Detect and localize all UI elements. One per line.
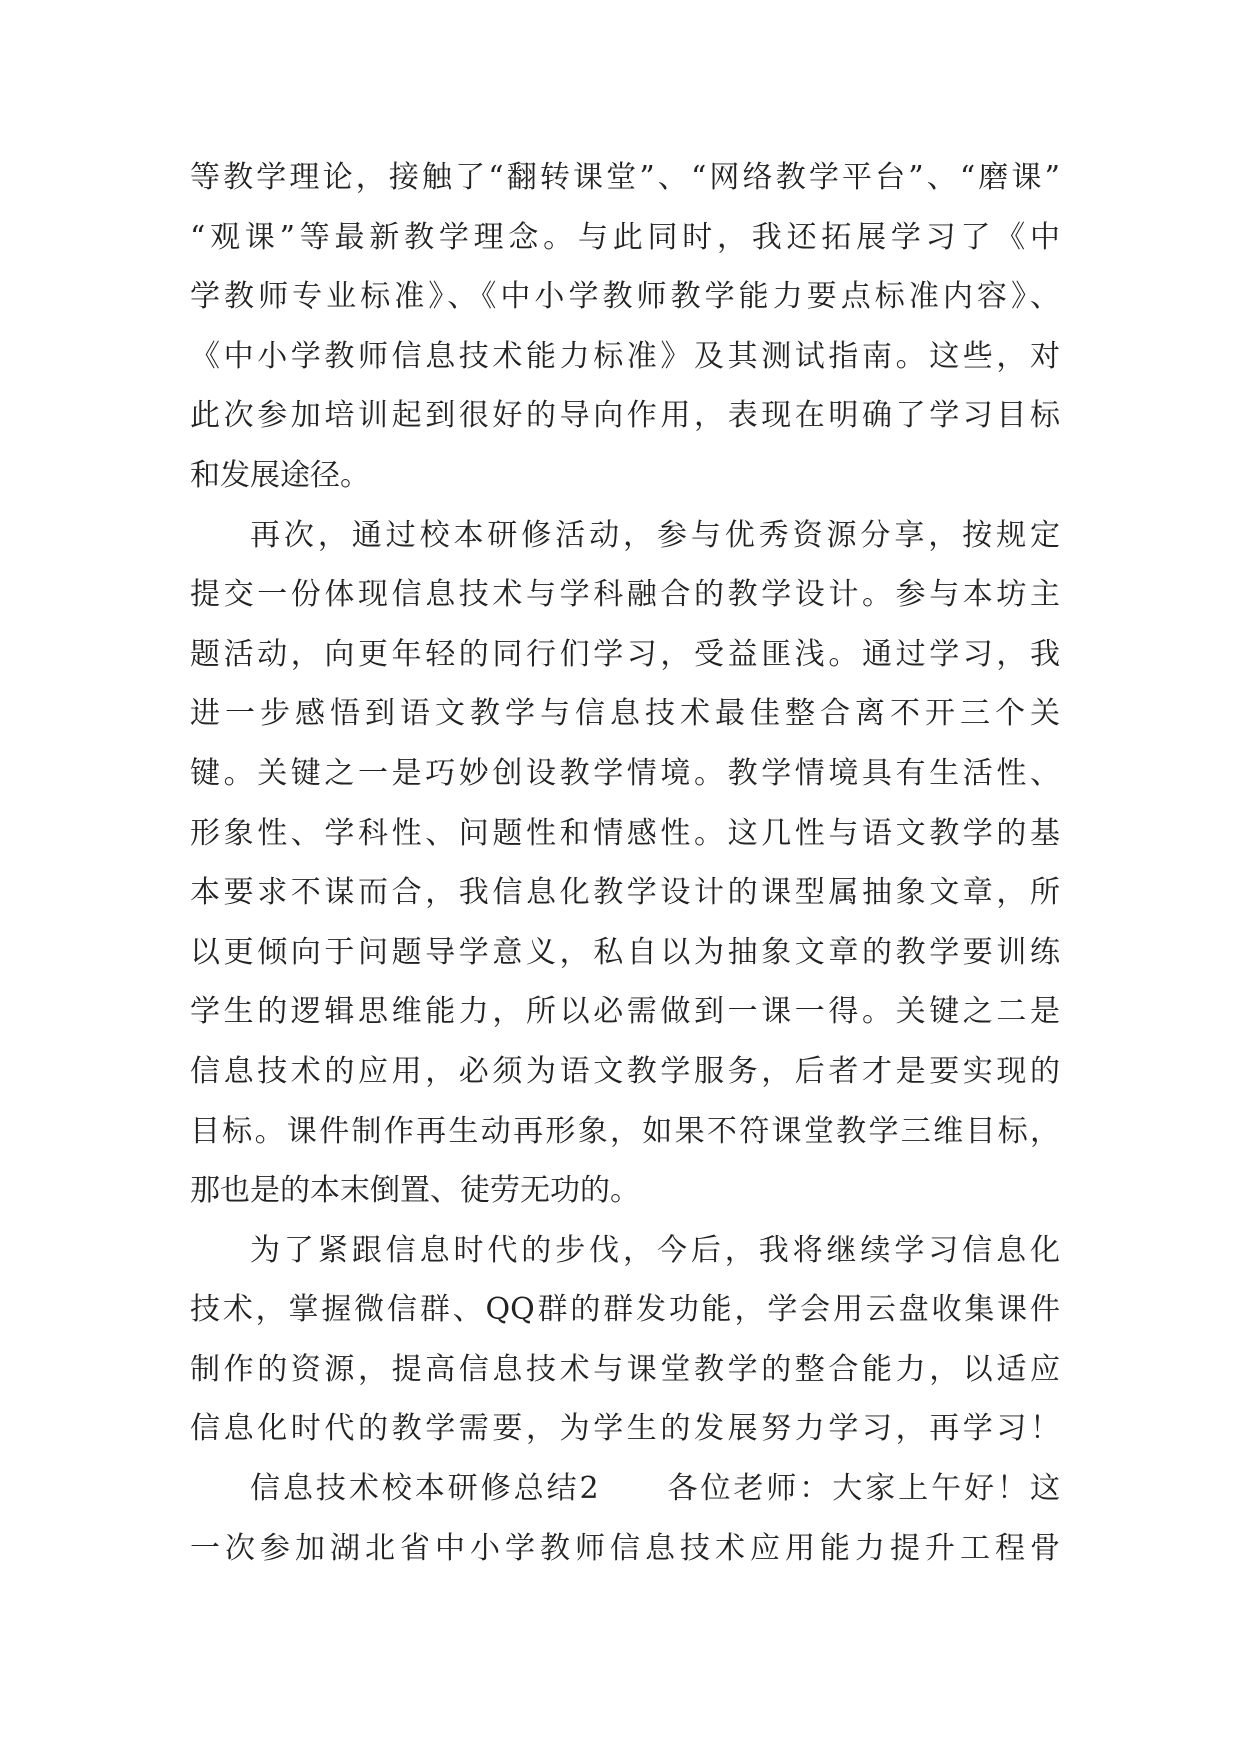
text-line: 再次，通过校本研修活动，参与优秀资源分享，按规定	[250, 517, 1060, 553]
text-line: 此次参加培训起到很好的导向作用，表现在明确了学习目标	[190, 398, 1060, 434]
text-line: 技术，掌握微信群、QQ群的群发功能，学会用云盘收集课件	[190, 1292, 1060, 1328]
text-line: 进一步感悟到语文教学与信息技术最佳整合离不开三个关	[190, 696, 1060, 732]
text-line: 学教师专业标准》、《中小学教师教学能力要点标准内容》、	[190, 279, 1060, 315]
text-line: 本要求不谋而合，我信息化教学设计的课型属抽象文章，所	[190, 875, 1060, 911]
text-line: 信息技术校本研修总结2 各位老师：大家上午好！这	[250, 1471, 1060, 1507]
text-line: 为了紧跟信息时代的步伐，今后，我将继续学习信息化	[250, 1232, 1060, 1268]
text-line: 目标。课件制作再生动再形象，如果不符课堂教学三维目标，	[190, 1113, 1060, 1149]
text-line: 那也是的本末倒置、徒劳无功的。	[190, 1173, 640, 1209]
text-line: “观课”等最新教学理念。与此同时，我还拓展学习了《中	[190, 219, 1060, 255]
paragraph-summary-2	[190, 1459, 1060, 1578]
text-line: 键。关键之一是巧妙创设教学情境。教学情境具有生活性、	[190, 755, 1060, 791]
text-line: 信息化时代的教学需要，为学生的发展努力学习，再学习！	[190, 1411, 1060, 1447]
document-body	[190, 148, 1060, 1578]
text-line: 一次参加湖北省中小学教师信息技术应用能力提升工程骨	[190, 1530, 1060, 1566]
text-line: 题活动，向更年轻的同行们学习，受益匪浅。通过学习，我	[190, 636, 1060, 672]
text-line: 和发展途径。	[190, 457, 370, 493]
text-line: 等教学理论，接触了“翻转课堂”、“网络教学平台”、“磨课”	[190, 160, 1060, 195]
text-line: 制作的资源，提高信息技术与课堂教学的整合能力，以适应	[190, 1351, 1060, 1387]
paragraph-future-plan	[190, 1221, 1060, 1459]
text-line: 信息技术的应用，必须为语文教学服务，后者才是要实现的	[190, 1053, 1060, 1089]
paragraph-school-training	[190, 506, 1060, 1221]
paragraph-continuation	[190, 148, 1060, 506]
text-line: 《中小学教师信息技术能力标准》及其测试指南。这些，对	[190, 338, 1060, 374]
text-line: 形象性、学科性、问题性和情感性。这几性与语文教学的基	[190, 815, 1060, 851]
text-line: 以更倾向于问题导学意义，私自以为抽象文章的教学要训练	[190, 934, 1060, 970]
text-line: 提交一份体现信息技术与学科融合的教学设计。参与本坊主	[190, 577, 1060, 613]
text-line: 学生的逻辑思维能力，所以必需做到一课一得。关键之二是	[190, 994, 1060, 1030]
